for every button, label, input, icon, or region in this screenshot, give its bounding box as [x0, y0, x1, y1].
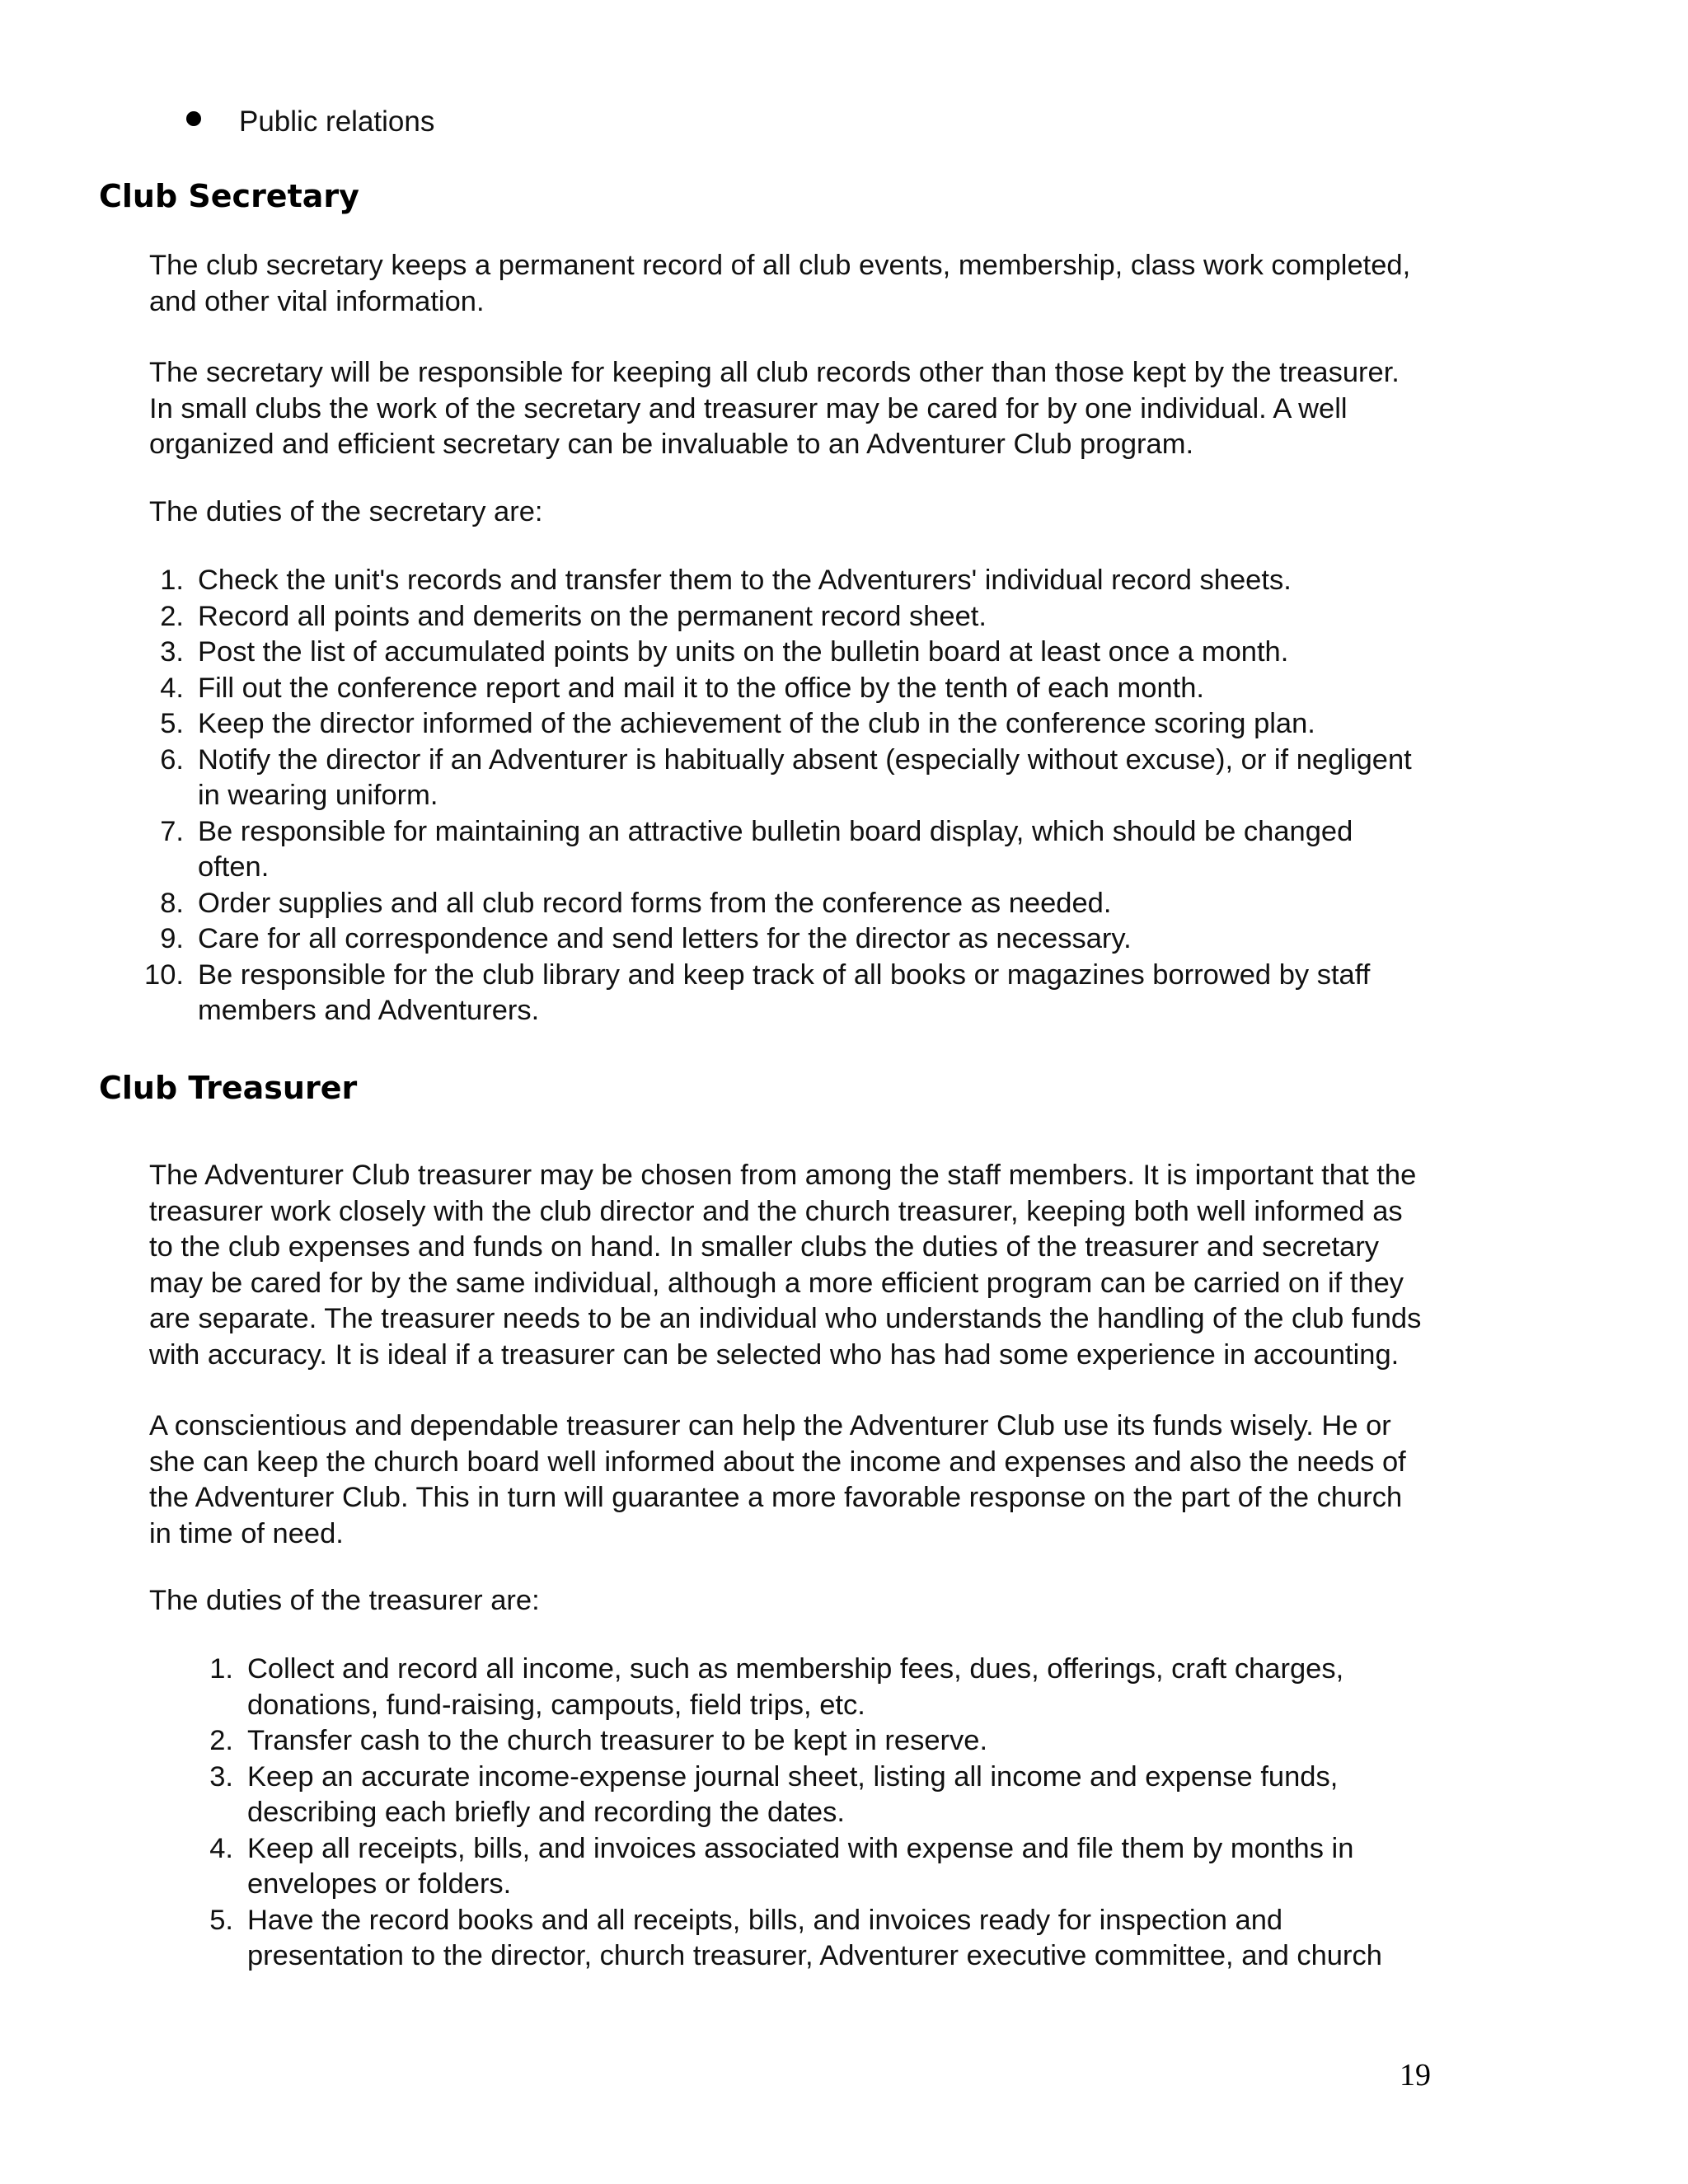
list-item-line: Order supplies and all club record forms from the conference as needed.	[198, 887, 1112, 919]
list-item-line: Notify the director if an Adventurer is habitually absent (especially without excuse), or if negligent	[198, 743, 1412, 776]
list-item-line: describing each briefly and recording the dates.	[247, 1797, 845, 1828]
text-line: The secretary will be responsible for keeping all club records other than those kept by the treasurer.	[149, 357, 1400, 388]
text-line: may be cared for by the same individual, although a more efficient program can be carried on if they	[149, 1267, 1404, 1299]
list-number: 2.	[160, 600, 184, 632]
list-item	[160, 921, 1412, 958]
secretary-paragraph-2	[149, 355, 1402, 463]
list-item	[160, 743, 1412, 814]
list-number: 1.	[160, 565, 184, 596]
list-item-line: Fill out the conference report and mail it to the office by the tenth of each month.	[198, 672, 1204, 704]
list-item	[209, 1831, 1382, 1903]
list-number: 10.	[144, 958, 184, 991]
text-line: The Adventurer Club treasurer may be chosen from among the staff members. It is important that the	[149, 1160, 1417, 1191]
list-number: 9.	[160, 923, 184, 954]
list-number: 5.	[209, 1904, 233, 1936]
list-item	[160, 671, 1412, 707]
list-item-line: envelopes or folders.	[247, 1868, 512, 1900]
list-item-line: Record all points and demerits on the permanent record sheet.	[198, 600, 987, 632]
list-item-line: Keep all receipts, bills, and invoices associated with expense and file them by months in	[247, 1832, 1354, 1864]
list-item	[209, 1760, 1382, 1831]
text-line: The duties of the treasurer are:	[149, 1585, 540, 1616]
list-item	[160, 706, 1412, 743]
list-item-line: donations, fund-raising, campouts, field trips, etc.	[247, 1689, 865, 1721]
text-line: and other vital information.	[149, 285, 485, 317]
list-item	[209, 1903, 1382, 1975]
text-line: are separate. The treasurer needs to be an individual who understands the handling of the club funds	[149, 1303, 1422, 1334]
text-line: to the club expenses and funds on hand. In smaller clubs the duties of the treasurer and secretary	[149, 1231, 1380, 1263]
text-line: the Adventurer Club. This in turn will guarantee a more favorable response on the part of the church	[149, 1482, 1403, 1513]
list-item	[160, 563, 1412, 599]
list-item	[209, 1652, 1382, 1723]
list-item-line: Keep the director informed of the achievement of the club in the conference scoring plan.	[198, 708, 1315, 739]
list-item-line: Post the list of accumulated points by units on the bulletin board at least once a month.	[198, 636, 1289, 668]
list-item-line: presentation to the director, church treasurer, Adventurer executive committee, and church	[247, 1940, 1382, 1971]
list-number: 3.	[160, 636, 184, 668]
text-line: The duties of the secretary are:	[149, 496, 543, 527]
treasurer-paragraph-2	[149, 1408, 1406, 1552]
list-number: 6.	[160, 743, 184, 776]
list-item	[144, 958, 1412, 1029]
list-number: 4.	[209, 1832, 233, 1864]
list-item-line: often.	[198, 851, 270, 883]
list-item-line: in wearing uniform.	[198, 780, 438, 811]
list-item	[160, 814, 1412, 886]
list-item	[160, 886, 1412, 922]
list-item	[209, 1723, 1382, 1760]
list-number: 8.	[160, 887, 184, 919]
text-line: A conscientious and dependable treasurer can help the Adventurer Club use its funds wisely. He or	[149, 1410, 1391, 1441]
list-item-line: members and Adventurers.	[198, 995, 540, 1026]
list-item-line: Be responsible for maintaining an attractive bulletin board display, which should be changed	[198, 815, 1353, 847]
treasurer-heading: Club Treasurer	[99, 1070, 358, 1106]
list-number: 2.	[209, 1725, 233, 1756]
list-item-line: Be responsible for the club library and keep track of all books or magazines borrowed by staff	[198, 958, 1371, 991]
list-item-line: Keep an accurate income-expense journal sheet, listing all income and expense funds,	[247, 1760, 1339, 1793]
treasurer-duties-intro	[149, 1583, 1402, 1619]
text-line: in time of need.	[149, 1517, 344, 1549]
bullet-dot-icon	[186, 111, 201, 126]
list-item	[160, 635, 1412, 671]
list-item-line: Care for all correspondence and send letters for the director as necessary.	[198, 923, 1132, 954]
list-number: 7.	[160, 815, 184, 847]
text-line: In small clubs the work of the secretary and treasurer may be cared for by one individual. A well	[149, 392, 1348, 424]
list-item-line: Transfer cash to the church treasurer to be kept in reserve.	[247, 1725, 988, 1756]
secretary-paragraph-1	[149, 248, 1411, 320]
list-item	[160, 599, 1412, 635]
list-number: 3.	[209, 1760, 233, 1793]
list-number: 5.	[160, 708, 184, 739]
secretary-heading: Club Secretary	[99, 178, 359, 214]
text-line: The club secretary keeps a permanent record of all club events, membership, class work completed,	[149, 250, 1411, 281]
text-line: she can keep the church board well informed about the income and expenses and also the needs of	[149, 1446, 1406, 1478]
list-item-line: Check the unit's records and transfer them to the Adventurers' individual record sheets.	[198, 565, 1292, 596]
secretary-duties-list	[144, 563, 1412, 1029]
list-item-line: Have the record books and all receipts, bills, and invoices ready for inspection and	[247, 1904, 1283, 1936]
list-number: 1.	[209, 1653, 233, 1685]
text-line: organized and efficient secretary can be invaluable to an Adventurer Club program.	[149, 429, 1194, 460]
treasurer-paragraph-1	[149, 1158, 1422, 1373]
bullet-text: Public relations	[239, 105, 435, 138]
text-line: treasurer work closely with the club director and the church treasurer, keeping both well informed as	[149, 1195, 1403, 1227]
list-number: 4.	[160, 672, 184, 704]
text-line: with accuracy. It is ideal if a treasurer can be selected who has had some experience in accounting.	[149, 1338, 1400, 1371]
treasurer-duties-list	[209, 1652, 1382, 1975]
bullet-item	[186, 104, 434, 140]
page-number: 19	[1400, 2058, 1431, 2093]
list-item-line: Collect and record all income, such as membership fees, dues, offerings, craft charges,	[247, 1653, 1344, 1685]
secretary-duties-intro	[149, 494, 1402, 531]
